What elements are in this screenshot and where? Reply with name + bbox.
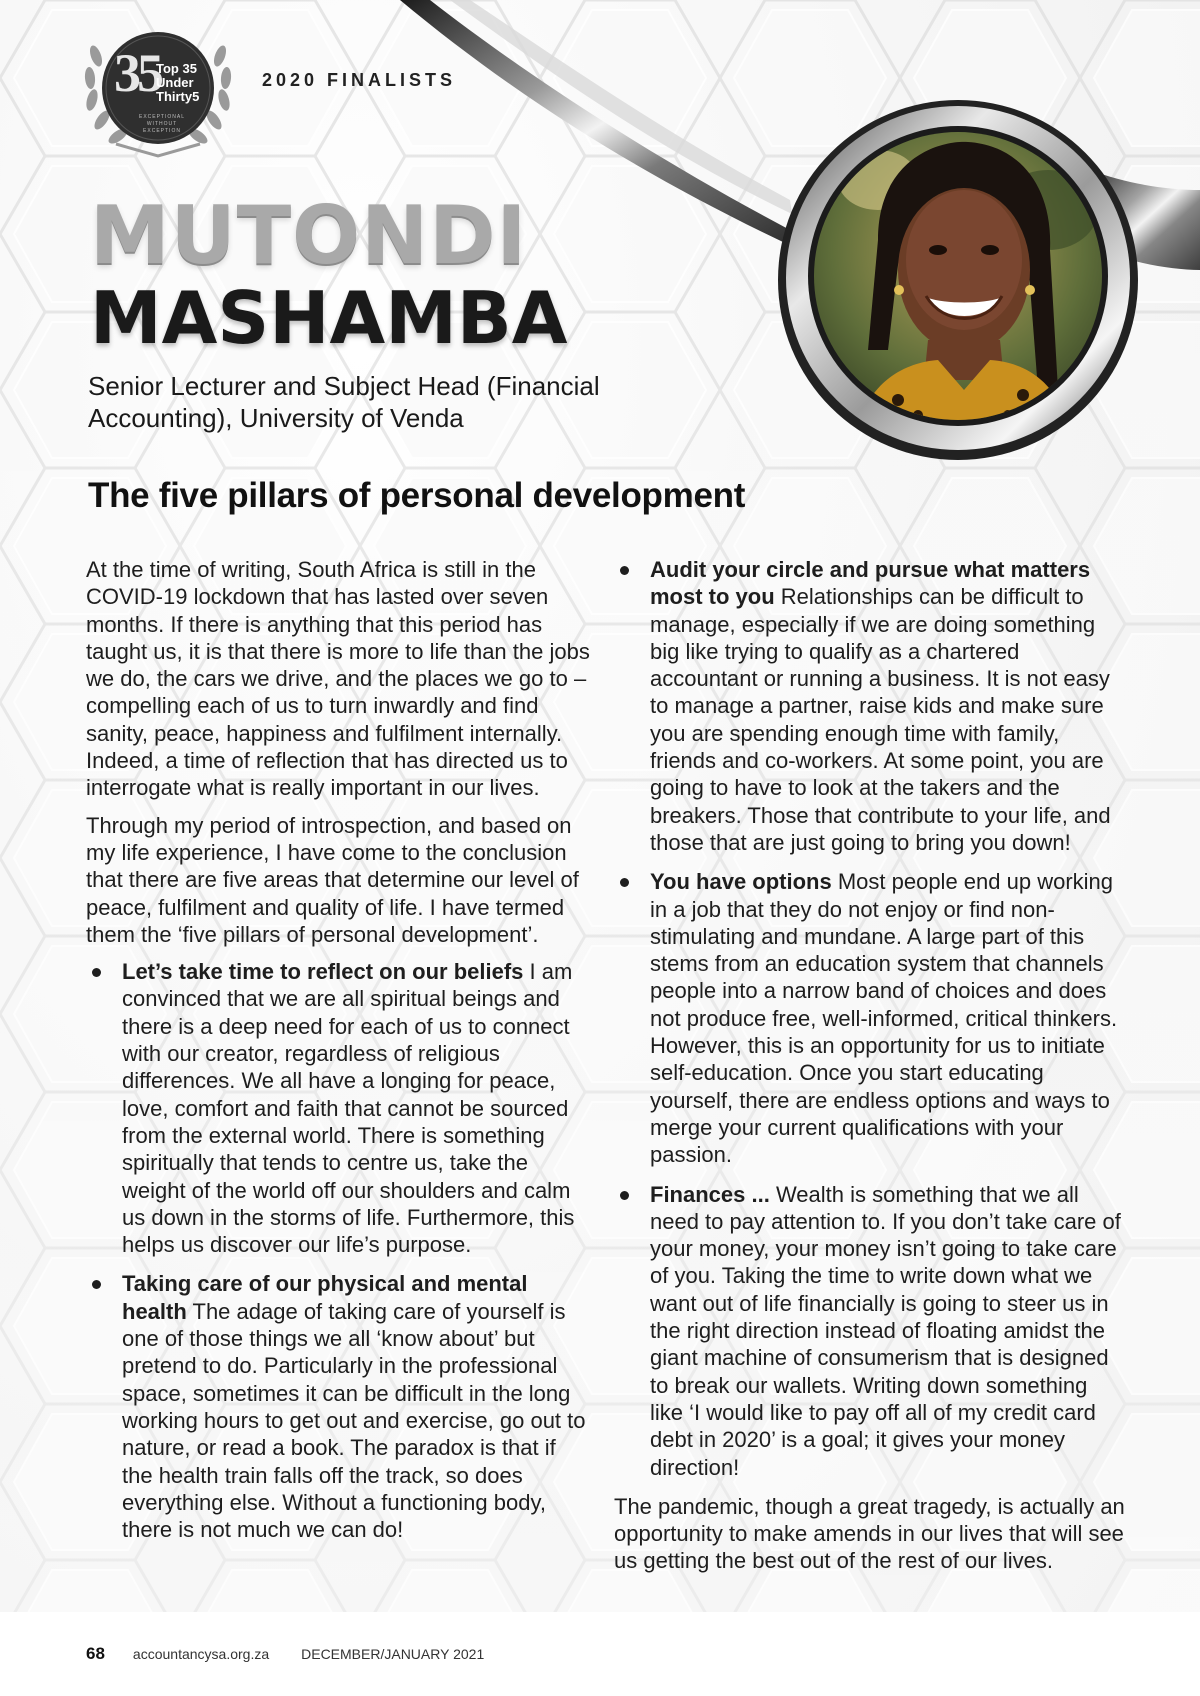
pillar-heading: Taking care of our physical and mental health	[122, 1271, 528, 1324]
intro-paragraph-1: At the time of writing, South Africa is still in the COVID-19 lockdown that has lasted over seven months. If there is anything that this period has taught us, it is that there is more to life than the jobs we do, the cars we drive, and the places we go to – compelling each of us to turn inwardly and find sanity, peace, happiness and fulfilment internally. Indeed, a time of reflection that has directed us to interrogate what is really important in our lives.	[86, 557, 590, 801]
pillar-item-beliefs	[86, 958, 592, 1258]
pillar-item-finances	[614, 1181, 1126, 1481]
first-name: MUTONDI	[90, 189, 528, 282]
footer-website: accountancysa.org.za	[132, 1646, 270, 1662]
last-name: MASHAMBA	[90, 276, 568, 360]
job-title: Senior Lecturer and Subject Head (Financial Accounting), University of Venda	[88, 371, 600, 433]
badge-line-3: Thirty5	[156, 89, 200, 104]
pillar-heading: Audit your circle and pursue what matters most to you	[650, 557, 1091, 610]
pillar-heading: Finances ...	[650, 1181, 770, 1207]
page-footer	[86, 1644, 484, 1664]
pillar-body: Wealth is something that we all need to pay attention to. If you don’t take care of your money, your money isn’t going to take care of you. Taking the time to write down what we want out of life financially is going to steer us in the right direction instead of floating amidst the giant machine of consumerism that is designed to break our wallets. Writing down something like ‘I would like to pay off all of my credit card debt in 2020’ is a goal; it gives your money direction!	[650, 1181, 1121, 1480]
pillar-body: The adage of taking care of yourself is one of those things we all ‘know about’ but pretend to do. Particularly in the professional space, sometimes it can be difficult in the long working hours to get out and exercise, go out to nature, or read a book. The paradox is that if the health train falls off the track, so does everything else. Without a functioning body, there is not much we can do!	[122, 1298, 586, 1543]
pillar-list-left	[86, 958, 592, 1543]
portrait-photo	[768, 90, 1148, 470]
pillar-item-health	[86, 1270, 592, 1543]
badge-line-1: Top 35	[156, 61, 197, 76]
pillar-body: I am convinced that we are all spiritual beings and there is a deep need for each of us to connect with our creator, regardless of religious differences. We all have a longing for peace, love, comfort and faith that cannot be sourced from the external world. There is something spiritually that tends to centre us, take the weight of the world off our shoulders and calm us down in the storms of life. Furthermore, this helps us discover our life’s purpose.	[122, 959, 575, 1258]
pillar-list-right	[614, 556, 1126, 1481]
intro-paragraph-2: Through my period of introspection, and based on my life experience, I have come to the conclusion that there are five areas that determine our level of peace, fulfilment and quality of life. I have termed them the ‘five pillars of personal development’.	[86, 812, 579, 947]
top35-under35-badge	[76, 16, 240, 166]
pillar-body: Most people end up working in a job that they do not enjoy or find non-stimulating and mundane. A large part of this stems from an education system that channels people into a narrow band of choices and does not produce free, well-informed, critical thinkers. However, this is an opportunity for us to initiate self-education. Once you start educating yourself, there are endless options and ways to merge your current qualifications with your passion.	[650, 869, 1118, 1168]
badge-numeral: 35	[114, 43, 160, 103]
right-column	[614, 556, 1126, 1585]
badge-line-2: Under	[156, 75, 194, 90]
pillar-item-circle	[614, 556, 1126, 856]
left-column	[86, 556, 592, 1555]
article-title: The five pillars of personal development	[88, 476, 746, 515]
section-label: 2020 FINALISTS	[262, 70, 457, 90]
pillar-heading: Let’s take time to reflect on our beliefs	[122, 959, 524, 985]
pillar-heading: You have options	[650, 869, 832, 895]
closing-paragraph: The pandemic, though a great tragedy, is actually an opportunity to make amends in our lives that will see us getting the best out of the rest of our lives.	[614, 1493, 1125, 1574]
pillar-body: Relationships can be difficult to manage, especially if we are doing something big like trying to qualify as a chartered accountant or running a business. It is not easy to manage a partner, raise kids and make sure you are spending enough time with family, friends and co-workers. At some point, you are going to have to look at the takers and the breakers. Those that contribute to your life, and those that are just going to bring you down!	[650, 584, 1111, 855]
portrait-frame	[768, 90, 1148, 470]
page-number: 68	[86, 1644, 105, 1663]
badge-tagline: EXCEPTIONAL WITHOUT EXCEPTION	[138, 114, 185, 134]
footer-issue-date: DECEMBER/JANUARY 2021	[301, 1646, 485, 1662]
pillar-item-options	[614, 868, 1126, 1168]
